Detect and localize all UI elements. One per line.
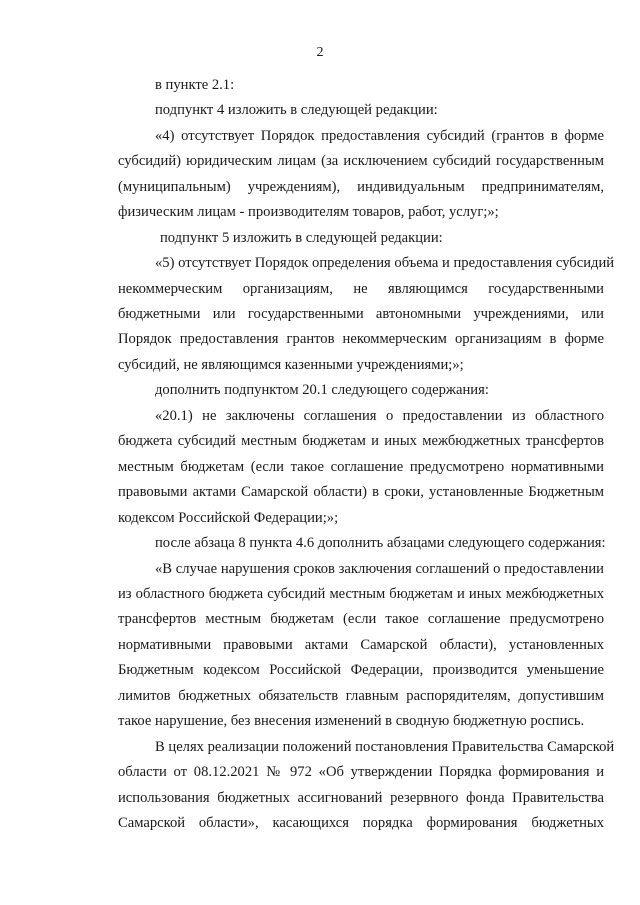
text-line: кодексом Российской Федерации;»; bbox=[118, 510, 339, 526]
text-line: «4) отсутствует Порядок предоставления субсидий (грантов в форме bbox=[155, 128, 604, 144]
text-line: подпункт 5 изложить в следующей редакции: bbox=[160, 230, 443, 246]
text-line: подпункт 4 изложить в следующей редакции: bbox=[155, 102, 438, 118]
text-line: субсидий) юридическим лицам (за исключением субсидий государственным bbox=[118, 153, 604, 169]
text-line: «5) отсутствует Порядок определения объема и предоставления субсидий bbox=[155, 255, 615, 271]
text-line: Бюджетным кодексом Российской Федерации, производится уменьшение bbox=[118, 662, 604, 678]
text-line: местным бюджетам (если такое соглашение предусмотрено нормативными bbox=[118, 459, 604, 475]
text-line: Порядок предоставления грантов некоммерческим организациям в форме bbox=[118, 331, 604, 347]
text-line: Самарской области», касающихся порядка формирования бюджетных bbox=[118, 815, 604, 831]
text-line: «В случае нарушения сроков заключения соглашений о предоставлении bbox=[155, 561, 604, 577]
text-line: из областного бюджета субсидий местным бюджетам и иных межбюджетных bbox=[118, 586, 604, 602]
text-line: «20.1) не заключены соглашения о предоставлении из областного bbox=[155, 408, 604, 424]
text-line: бюджетными или государственными автономными учреждениями, или bbox=[118, 306, 604, 322]
text-line: в пункте 2.1: bbox=[155, 77, 235, 93]
text-line: такое нарушение, без внесения изменений в сводную бюджетную роспись. bbox=[118, 713, 585, 729]
text-line: нормативными правовыми актами Самарской области), установленных bbox=[118, 637, 604, 653]
text-line: субсидий, не являющимся казенными учреждениями;»; bbox=[118, 357, 464, 373]
text-line: трансфертов местным бюджетам (если такое соглашение предусмотрено bbox=[118, 611, 604, 627]
text-line: бюджета субсидий местным бюджетам и иных межбюджетных трансфертов bbox=[118, 433, 604, 449]
text-line: использования бюджетных ассигнований резервного фонда Правительства bbox=[118, 790, 604, 806]
text-line: В целях реализации положений постановления Правительства Самарской bbox=[155, 739, 615, 755]
text-line: правовыми актами Самарской области) в сроки, установленные Бюджетным bbox=[118, 484, 604, 500]
text-line: (муниципальным) учреждениям), индивидуальным предпринимателям, bbox=[118, 179, 604, 195]
text-line: некоммерческим организациям, не являющимся государственными bbox=[118, 281, 604, 297]
page-number: 2 bbox=[316, 45, 324, 60]
text-line: области от 08.12.2021 № 972 «Об утверждении Порядка формирования и bbox=[118, 764, 604, 780]
text-line: лимитов бюджетных обязательств главным распорядителям, допустившим bbox=[118, 688, 604, 704]
text-line: физическим лицам - производителям товаров, работ, услуг;»; bbox=[118, 204, 499, 220]
text-line: после абзаца 8 пункта 4.6 дополнить абзацами следующего содержания: bbox=[155, 535, 606, 551]
text-line: дополнить подпунктом 20.1 следующего содержания: bbox=[155, 382, 489, 398]
